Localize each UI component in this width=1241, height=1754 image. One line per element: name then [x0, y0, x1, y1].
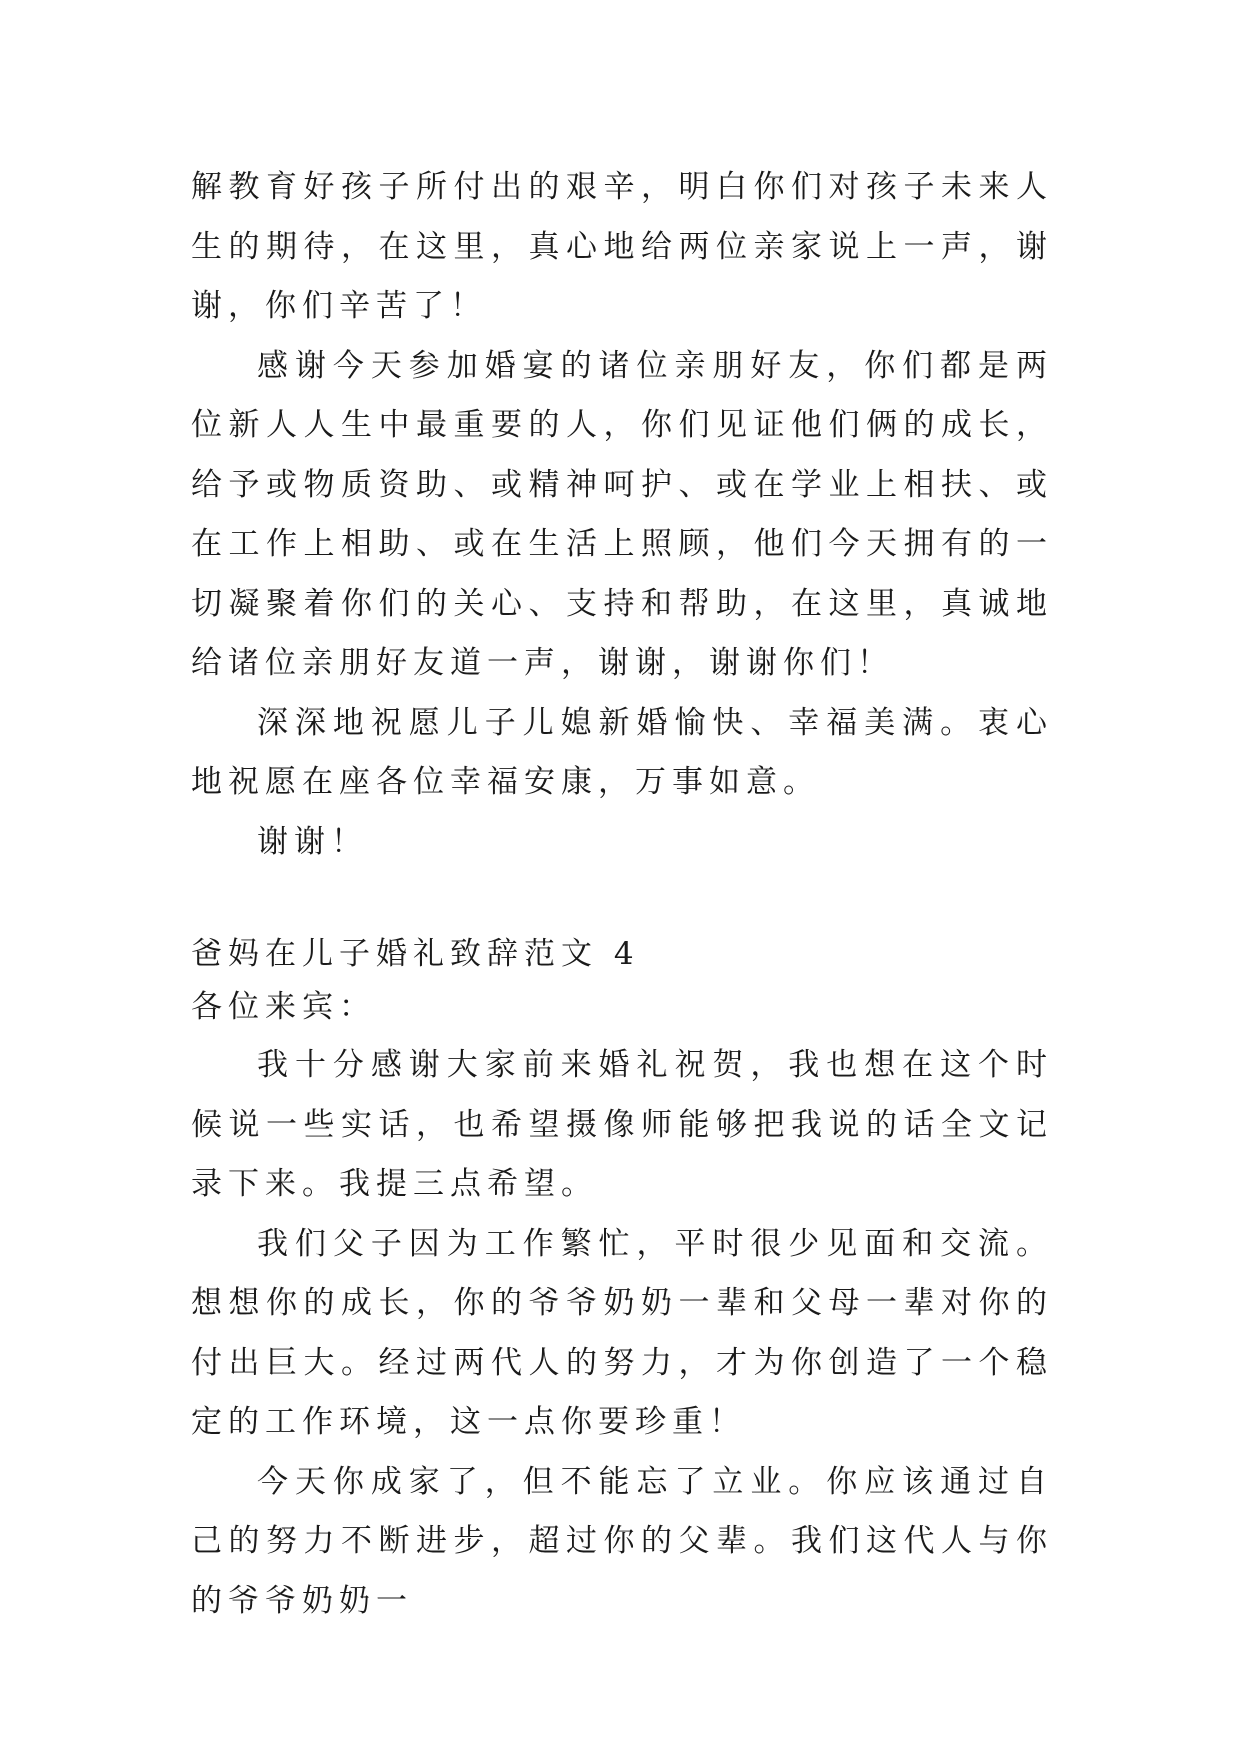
paragraph-thanks-parents: 解教育好孩子所付出的艰辛，明白你们对孩子未来人生的期待，在这里，真心地给两位亲家说上一声，谢谢，你们辛苦了！ — [191, 169, 1053, 324]
paragraph-thanks-guests: 感谢今天参加婚宴的诸位亲朋好友，你们都是两位新人人生中最重要的人，你们见证他们俩的成长，给予或物质资助、或精神呵护、或在学业上相扶、或在工作上相助、或在生活上照顾，他们今天拥有的一切凝聚着你们的关心、支持和帮助，在这里，真诚地给诸位亲朋好友道一声，谢谢，谢谢你们！ — [191, 347, 1053, 681]
section-title: 爸妈在儿子婚礼致辞范文 4 — [191, 936, 640, 972]
salutation: 各位来宾： — [191, 989, 376, 1025]
document-page — [191, 158, 1053, 1631]
paragraph-career: 今天你成家了，但不能忘了立业。你应该通过自己的努力不断进步，超过你的父辈。我们这代人与你的爷爷奶奶一 — [191, 1463, 1053, 1619]
paragraph-closing-thanks: 谢谢！ — [257, 823, 368, 860]
section-gap — [191, 872, 1053, 930]
paragraph-intro-hopes: 我十分感谢大家前来婚礼祝贺，我也想在这个时候说一些实话，也希望摄像师能够把我说的话全文记录下来。我提三点希望。 — [191, 1047, 1053, 1202]
paragraph-wishes: 深深地祝愿儿子儿媳新婚愉快、幸福美满。衷心地祝愿在座各位幸福安康，万事如意。 — [191, 704, 1053, 800]
paragraph-father-son: 我们父子因为工作繁忙，平时很少见面和交流。想想你的成长，你的爷爷奶奶一辈和父母一辈对你的付出巨大。经过两代人的努力，才为你创造了一个稳定的工作环境，这一点你要珍重！ — [191, 1225, 1053, 1440]
